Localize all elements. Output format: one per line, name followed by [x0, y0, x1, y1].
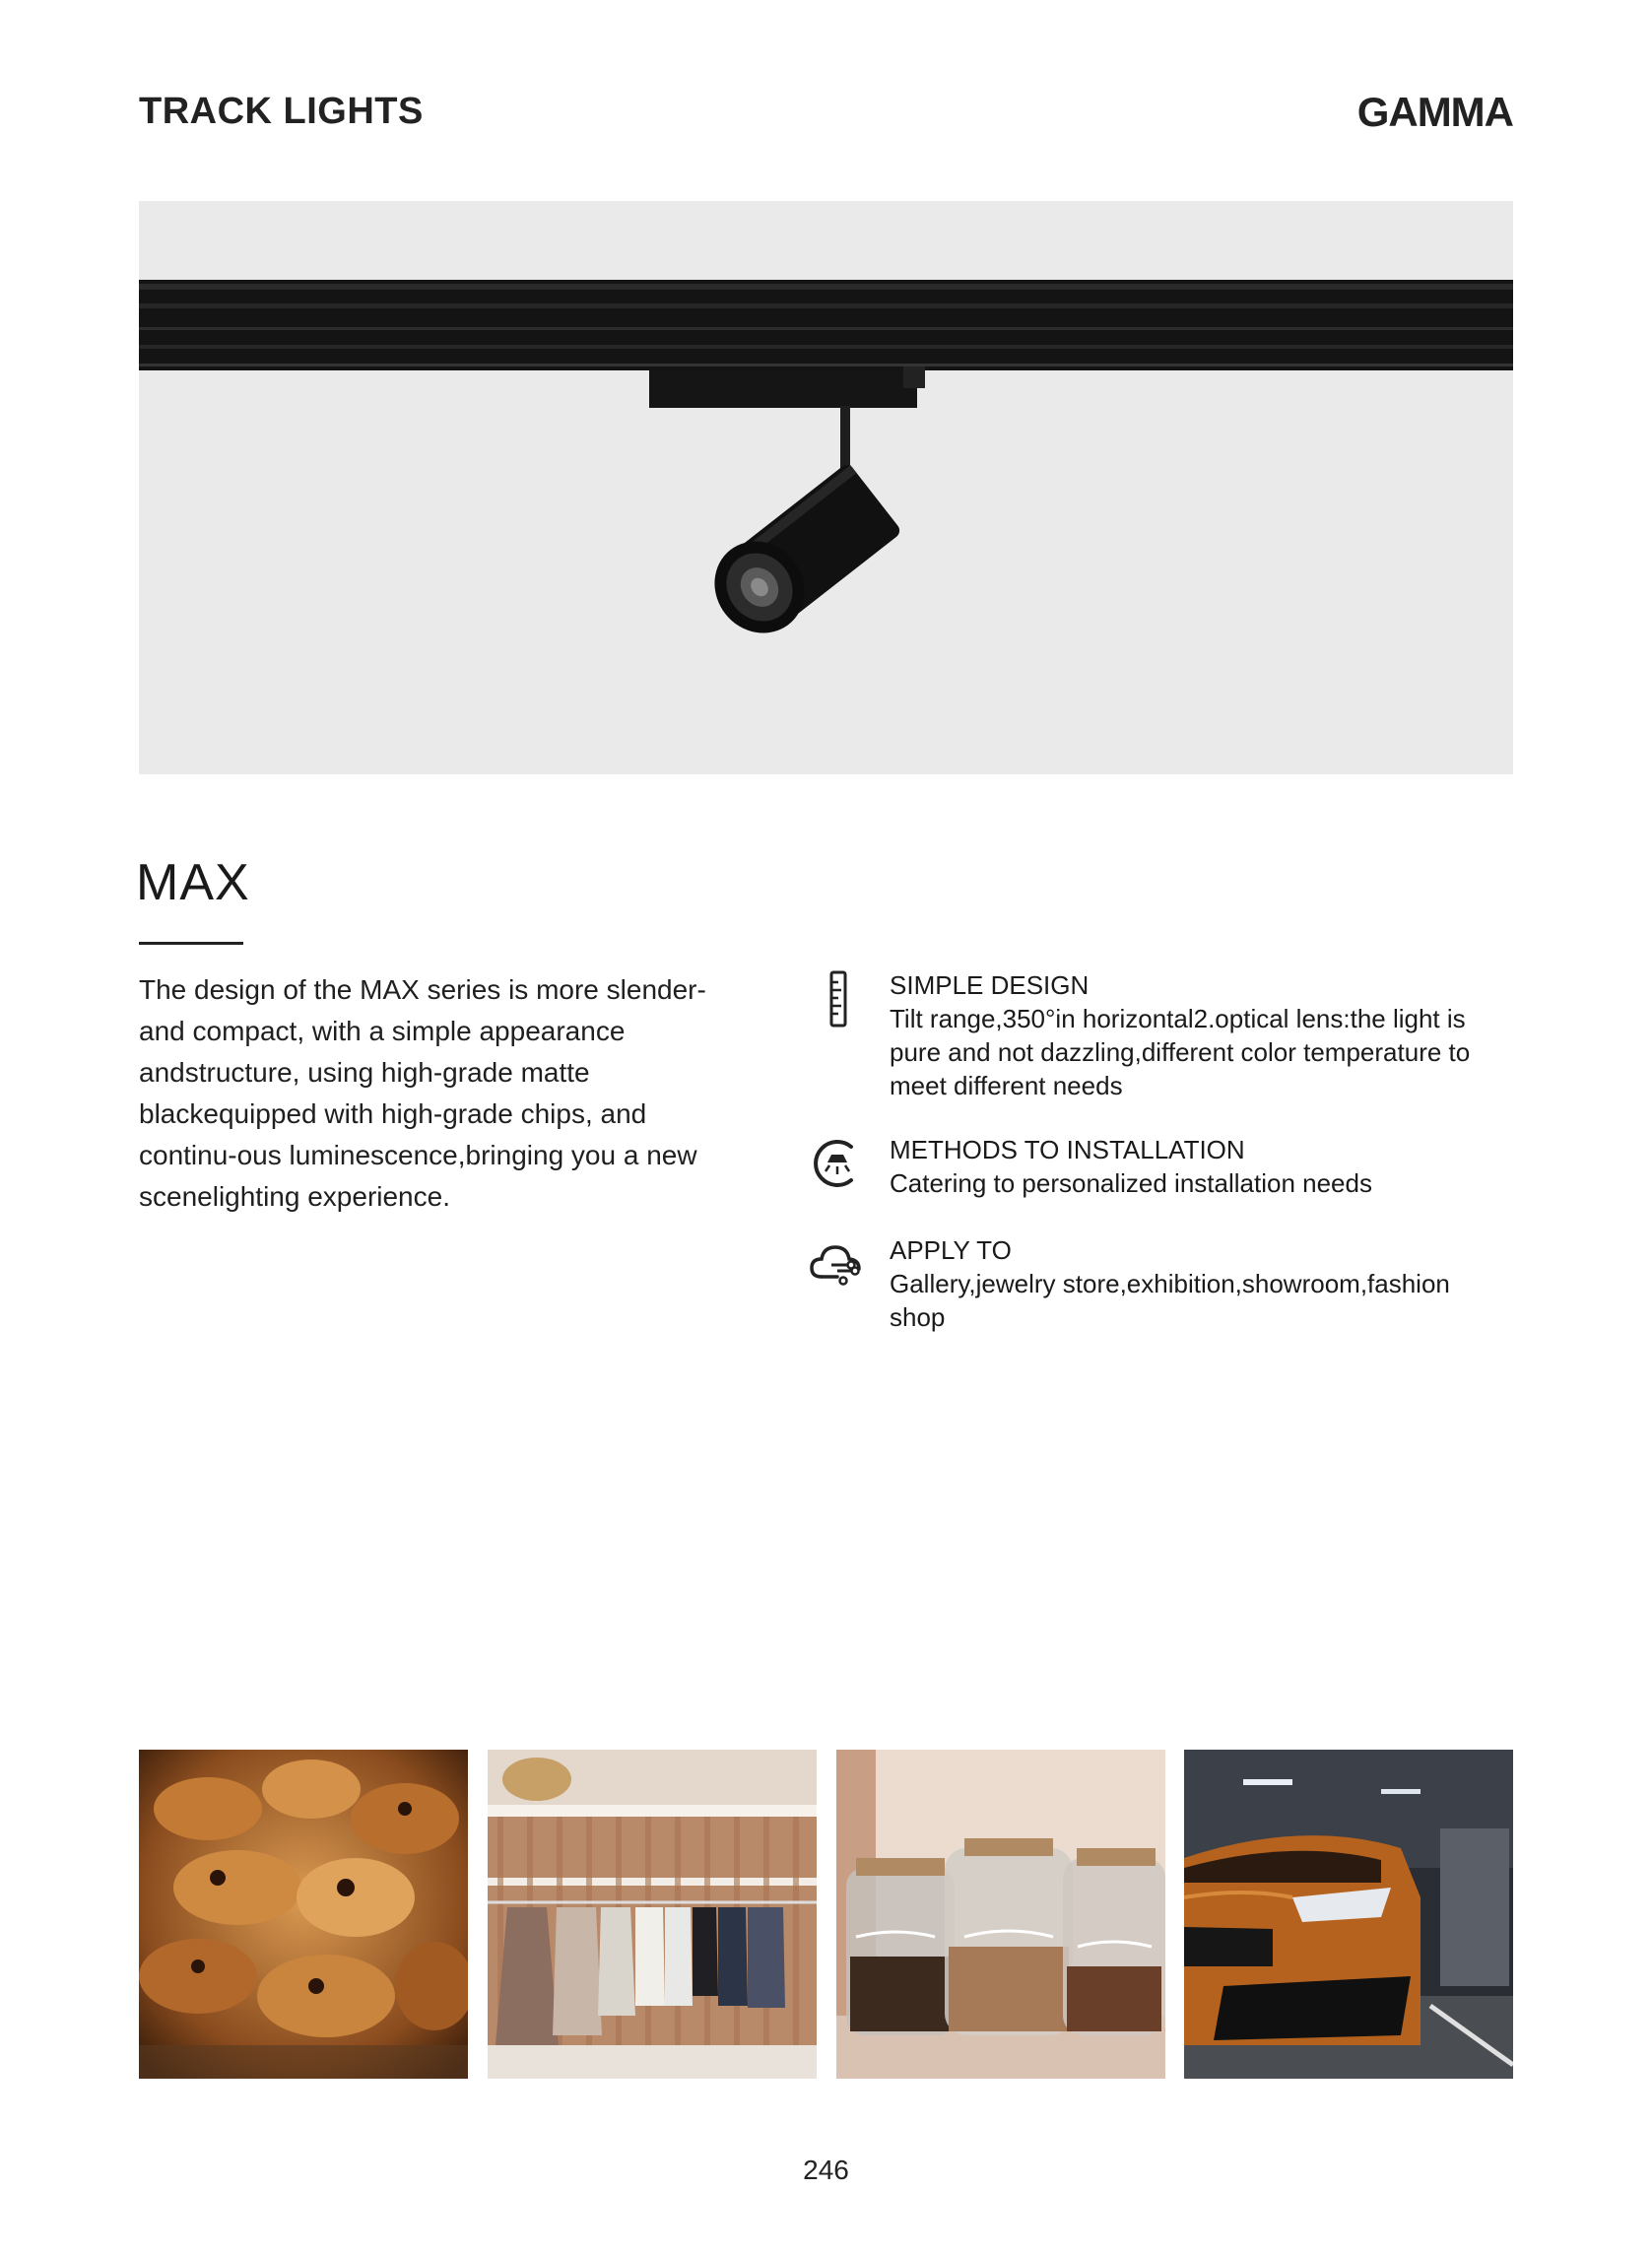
title-divider [139, 942, 243, 945]
ruler-icon [808, 968, 869, 1029]
hero-product-image [139, 201, 1513, 774]
section-title: TRACK LIGHTS [139, 91, 424, 132]
lamp-install-icon [808, 1133, 869, 1194]
product-description: The design of the MAX series is more slender-and compact, with a simple appearance andstructure, using high-grade matte blackequipped with high-grade chips, and continu-ous luminescence,bringing you a new scenelighting experience. [139, 974, 706, 1212]
feature-title: APPLY TO [890, 1235, 1012, 1265]
page-number: 246 [803, 2155, 849, 2185]
product-title: MAX [136, 854, 250, 911]
photo-glass-jars [836, 1750, 1165, 2079]
feature-body: Tilt range,350°in horizontal2.optical lens:the light is pure and not dazzling,different color temperature to meet different needs [890, 1004, 1471, 1100]
feature-title: SIMPLE DESIGN [890, 970, 1090, 1000]
photo-pastries [139, 1750, 468, 2079]
feature-body: Catering to personalized installation needs [890, 1168, 1372, 1198]
photo-sports-car [1184, 1750, 1513, 2079]
cloud-network-icon [808, 1233, 869, 1294]
feature-title: METHODS TO INSTALLATION [890, 1135, 1245, 1164]
application-gallery [139, 1750, 1513, 2079]
track-light-illustration [139, 201, 1513, 774]
brand-logo: GAMMA [1356, 89, 1513, 135]
feature-body: Gallery,jewelry store,exhibition,showroom,fashion shop [890, 1269, 1450, 1332]
photo-wardrobe [488, 1750, 817, 2079]
